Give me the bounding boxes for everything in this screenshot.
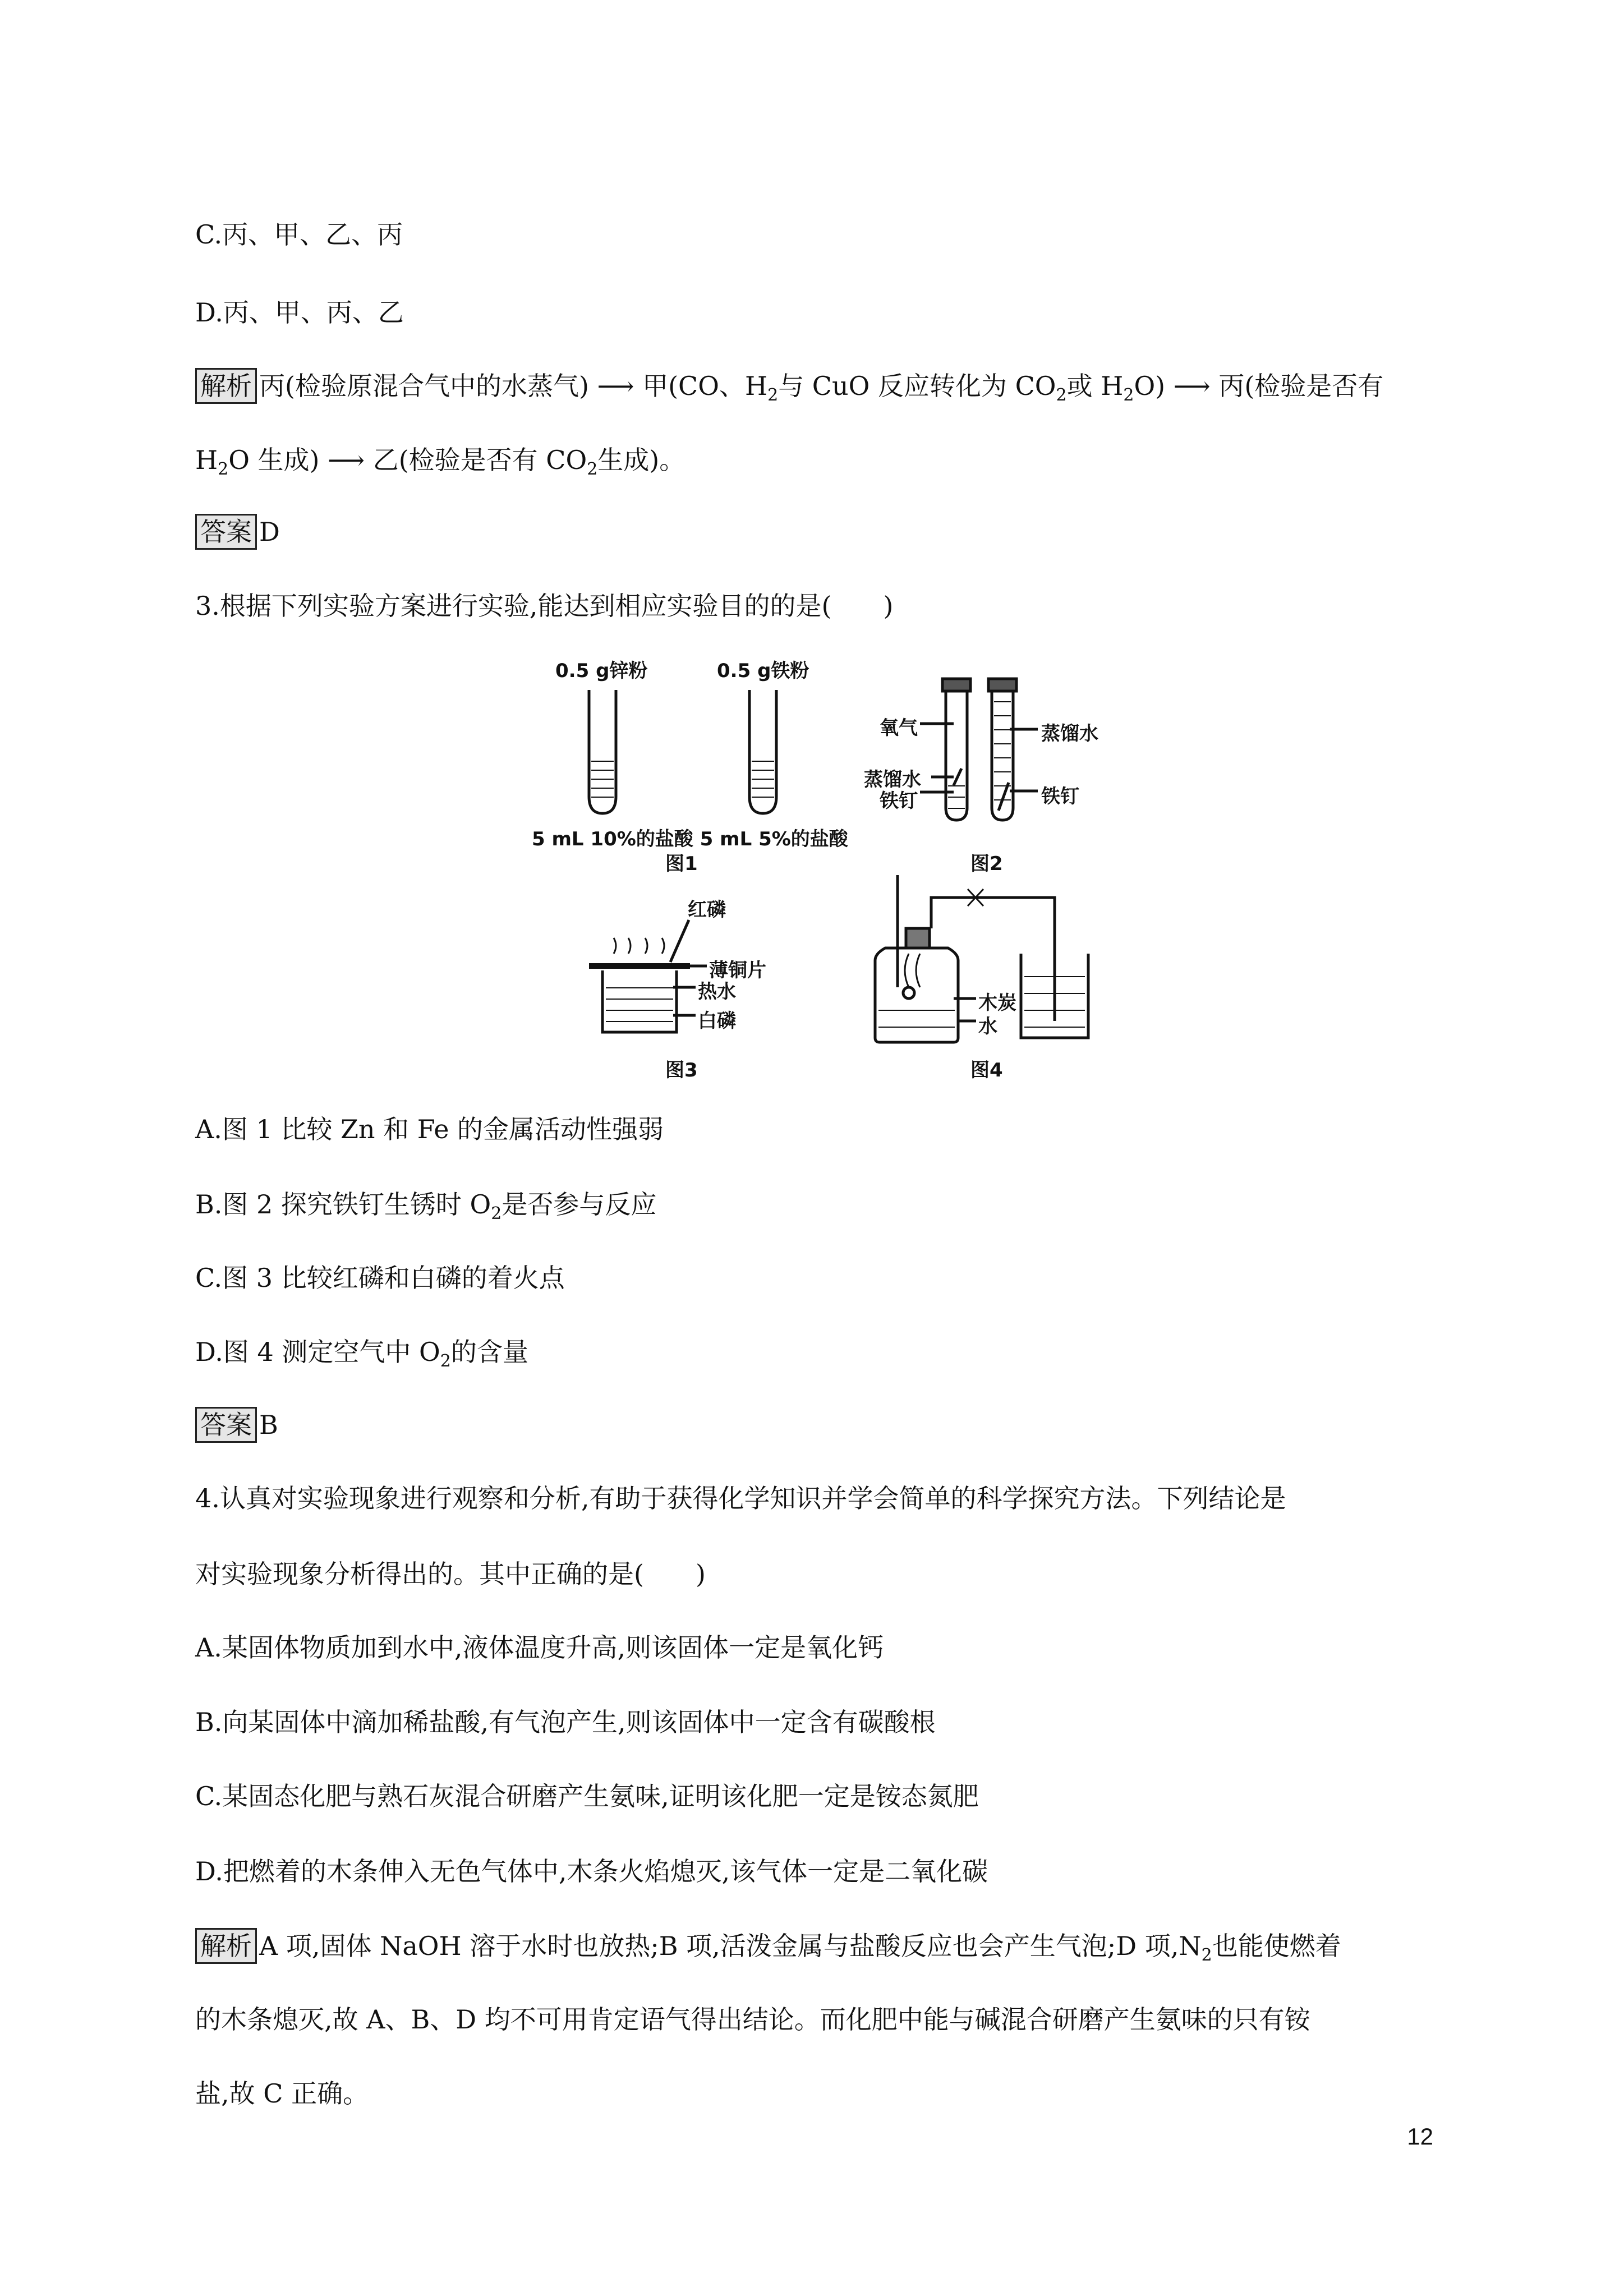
q3-option-b: B.图 2 探究铁钉生锈时 $O_2$是否参与反应 xyxy=(195,1189,657,1224)
option-d-prev: D.丙、甲、丙、乙 xyxy=(195,297,404,328)
fig3-label-white-phosphorus: 白磷 xyxy=(698,1010,736,1032)
flame xyxy=(905,954,920,987)
test-tube-left xyxy=(589,690,616,813)
fig3-label-red-phosphorus: 红磷 xyxy=(688,899,726,921)
fig2-caption: 图2 xyxy=(970,853,1003,875)
fig1-label-zinc: 0.5 g锌粉 xyxy=(555,660,648,682)
analysis-2-line-1: 解析 A 项,固体 NaOH 溶于水时也放热;B 项,活泼金属与盐酸反应也会产生气泡;D 项$,N_2$也能使燃着 xyxy=(195,1928,1341,1972)
fig3-water xyxy=(606,987,673,1022)
charcoal xyxy=(903,987,914,999)
answer-tag: 答案 xyxy=(195,514,257,550)
fig1-caption: 图1 xyxy=(665,853,698,875)
arrow-icon: ⟶ xyxy=(588,371,643,401)
question-4-line-1: 4.认真对实验现象进行观察和分析,有助于获得化学知识并学会简单的科学探究方法。下列结论是 xyxy=(195,1483,1286,1513)
option-c-prev: C.丙、甲、乙、丙 xyxy=(195,219,403,250)
nail-left xyxy=(954,769,961,785)
tube-2-left xyxy=(946,691,967,820)
stopper-right xyxy=(988,679,1016,691)
acid-liquid-left xyxy=(591,761,614,798)
q4-option-c: C.某固态化肥与熟石灰混合研磨产生氨味,证明该化肥一定是铵态氮肥 xyxy=(195,1781,979,1811)
analysis-1-line-2: $H_2O$ 生成) ⟶ 乙(检验是否有 $CO_2$生成)。 xyxy=(195,445,686,480)
fig2-label-water-left: 蒸馏水 xyxy=(864,769,921,791)
question-4-line-2: 对实验现象分析得出的。其中正确的是( ) xyxy=(195,1559,706,1589)
arrow-icon: ⟶ xyxy=(319,445,373,475)
nail-right xyxy=(999,783,1009,811)
q4-option-d: D.把燃着的木条伸入无色气体中,木条火焰熄灭,该气体一定是二氧化碳 xyxy=(195,1856,988,1887)
test-tube-right xyxy=(749,690,776,813)
analysis-2-line-2: 的木条熄灭,故 A、B、D 均不可用肯定语气得出结论。而化肥中能与碱混合研磨产生氨味的只有铵 xyxy=(195,2004,1310,2035)
analysis-2-line-3: 盐,故 C 正确。 xyxy=(195,2078,369,2109)
q4-option-b: B.向某固体中滴加稀盐酸,有气泡产生,则该固体中一定含有碳酸根 xyxy=(195,1707,936,1737)
arrow-icon: ⟶ xyxy=(1165,371,1219,401)
fig2-label-water-right: 蒸馏水 xyxy=(1041,723,1098,745)
analysis-1-line-1: 解析 丙(检验原混合气中的水蒸气) ⟶ 甲(CO、$H_2$与 CuO 反应转化为 $CO_2$或 $H_2O$) ⟶ 丙(检验是否有 xyxy=(195,368,1383,412)
fig4-caption: 图4 xyxy=(970,1059,1003,1082)
q4-option-a: A.某固体物质加到水中,液体温度升高,则该固体一定是氧化钙 xyxy=(195,1632,884,1663)
q3-option-d: D.图 4 测定空气中 $O_2$的含量 xyxy=(195,1337,528,1372)
bottle-stopper xyxy=(906,928,930,948)
question-3: 3.根据下列实验方案进行实验,能达到相应实验目的的是( ) xyxy=(195,591,894,621)
analysis-tag: 解析 xyxy=(195,368,257,404)
fig3-caption: 图3 xyxy=(665,1059,698,1082)
fig4-label-charcoal: 木炭 xyxy=(978,992,1016,1014)
fig4-label-water: 水 xyxy=(978,1015,997,1038)
fig3-label-hot-water: 热水 xyxy=(698,981,736,1003)
fig2-label-nail-right: 铁钉 xyxy=(1041,785,1079,808)
fig2-water-dots xyxy=(948,701,1011,809)
fig3-label-copper: 薄铜片 xyxy=(709,959,766,982)
stopper-left xyxy=(942,679,970,691)
fig1-label-iron: 0.5 g铁粉 xyxy=(717,660,809,682)
analysis-tag: 解析 xyxy=(195,1928,257,1964)
q3-option-a: A.图 1 比较 Zn 和 Fe 的金属活动性强弱 xyxy=(195,1114,664,1144)
answer-2: 答案 B xyxy=(195,1407,278,1443)
beaker-3 xyxy=(602,970,677,1032)
q3-option-c: C.图 3 比较红磷和白磷的着火点 xyxy=(195,1263,565,1293)
acid-liquid-right xyxy=(752,761,774,798)
fig2-label-nail-left: 铁钉 xyxy=(880,790,918,812)
page-number: 12 xyxy=(1407,2123,1433,2150)
fig1-label-acid: 5 mL 10%的盐酸 5 mL 5%的盐酸 xyxy=(532,828,848,850)
heat-waves xyxy=(614,938,664,954)
answer-tag: 答案 xyxy=(195,1407,257,1443)
fig2-label-oxygen: 氧气 xyxy=(880,717,918,739)
answer-1: 答案 D xyxy=(195,514,280,550)
